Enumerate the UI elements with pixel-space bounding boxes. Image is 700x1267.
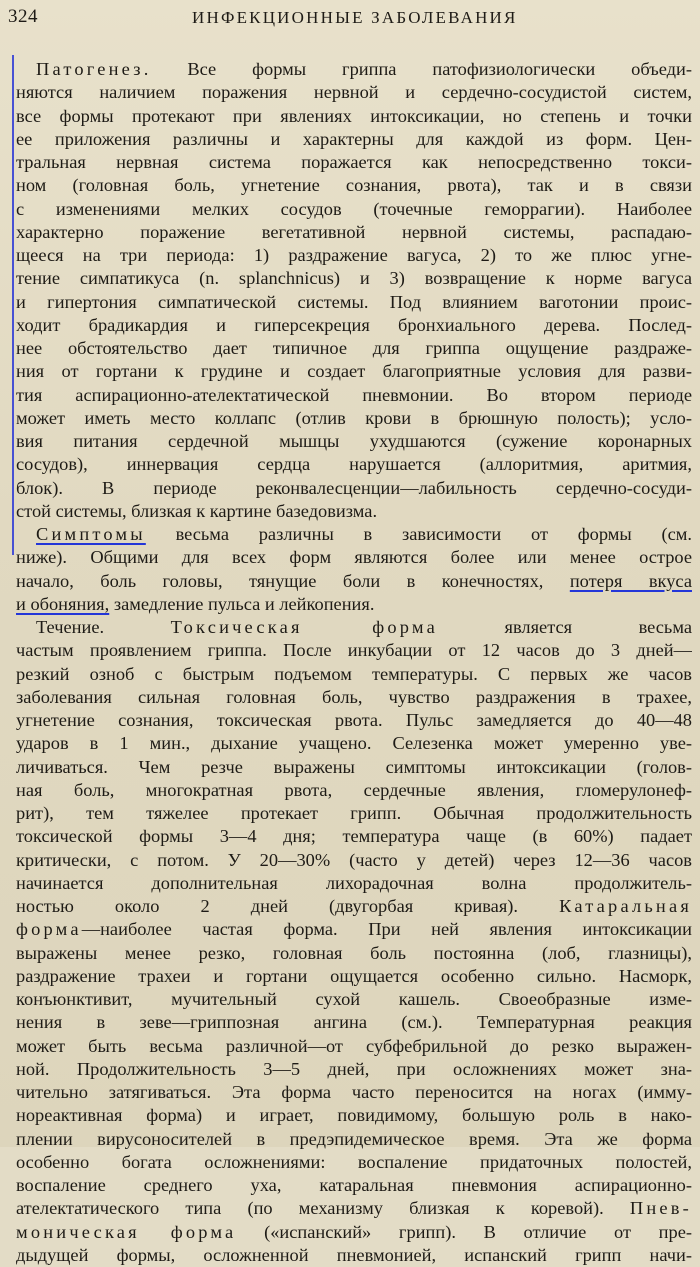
text-segment: личиваться. Чем резче выражены симптомы интоксикации (голов- [16, 756, 692, 777]
text-line [16, 942, 692, 965]
text-line [16, 221, 692, 244]
text-segment: вия питания сердечной мышцы ухудшаются (сужение коронарных [16, 431, 692, 451]
text-segment: и гипертония симпатической системы. Под влиянием ваготонии проис- [16, 291, 692, 312]
emphasized-term: форма [16, 919, 82, 940]
text-segment: тия аспирационно-ателектатической пневмонии. Во втором периоде [16, 384, 692, 405]
text-line [16, 244, 692, 267]
text-segment: может быть весьма различной—от субфебрильной до резко выражен- [16, 1035, 692, 1056]
text-segment: —наиболее частая форма. При ней явления интоксикации [81, 919, 692, 940]
text-line [16, 965, 692, 988]
text-line [16, 849, 692, 872]
emphasized-term: Токсическая форма [170, 617, 439, 637]
underlined-text: потеря вкуса [569, 570, 692, 591]
text-line [16, 500, 692, 523]
text-segment: щееся на три периода: 1) раздражение вагуса, 2) то же плюс угне- [16, 245, 692, 265]
text-segment: тральная нервная система поражается как непосредственно токси- [16, 152, 692, 172]
text-segment: характерно поражение вегетативной нервной системы, распадаю- [16, 221, 692, 242]
text-line [16, 384, 692, 407]
text-segment: ной. Продолжительность 3—5 дней, при осложнениях может зна- [16, 1058, 692, 1079]
text-segment: начало, боль головы, тянущие боли в конечностях, [16, 570, 570, 591]
text-segment: няются наличием поражения нервной и сердечно-сосудистой систем, [16, 82, 692, 103]
text-segment: ударов в 1 мин., дыхание учащено. Селезенка может умеренно уве- [16, 733, 692, 754]
text-segment: ниже). Общими для всех форм являются более или менее острое [16, 547, 692, 568]
text-segment: замедление пульса и лейкопения. [109, 593, 375, 614]
text-line [16, 1035, 692, 1058]
text-line [16, 360, 692, 383]
text-line [16, 1244, 692, 1267]
text-line [16, 1011, 692, 1034]
text-line [16, 337, 692, 360]
text-line [16, 174, 692, 197]
text-segment: весьма различны в зависимости от формы (см. [145, 524, 692, 544]
emphasized-term: Пнев- [629, 1198, 692, 1219]
text-line [16, 453, 692, 476]
text-line [16, 267, 692, 290]
text-segment: угнетение сознания, токсическая рвота. Пульс замедляется до 40—48 [16, 710, 692, 730]
text-line [16, 779, 692, 802]
text-segment: ная боль, многократная рвота, сердечные явления, гломерулонеф- [16, 779, 692, 800]
text-line [16, 477, 692, 500]
text-segment: ния от гортани к грудине и создает благоприятные условия для разви- [16, 361, 692, 382]
margin-annotation-line [12, 55, 14, 555]
text-segment: с изменениями мелких сосудов (точечные геморрагии). Наиболее [16, 198, 692, 219]
text-line [16, 895, 692, 918]
body-text [16, 58, 692, 1267]
text-segment: сосудов), иннервация сердца нарушается (аллоритмия, аритмия, [16, 454, 692, 475]
text-segment: ностью около 2 дней (двугорбая кривая). [16, 896, 560, 916]
text-line [16, 709, 692, 732]
text-line [16, 1081, 692, 1104]
text-segment: чительно затягиваться. Эта форма часто переносится на ногах (имму- [16, 1082, 692, 1102]
text-line [16, 128, 692, 151]
text-line [16, 407, 692, 430]
text-segment: нореактивная форма) и играет, повидимому, большую роль в нако- [16, 1105, 692, 1126]
text-line [16, 105, 692, 128]
text-segment: ном (головная боль, угнетение сознания, рвота), так и в связи [16, 175, 692, 196]
text-line [16, 291, 692, 314]
text-segment: особенно богата осложнениями: воспаление придаточных полостей, [16, 1151, 692, 1172]
text-line [16, 732, 692, 755]
text-line [16, 756, 692, 779]
emphasized-term: Катаральная [559, 896, 692, 916]
text-segment: заболевания сильная головная боль, чувство раздражения в трахее, [16, 686, 692, 707]
text-line [16, 918, 692, 941]
text-segment: частым проявлением гриппа. После инкубации от 12 часов до 3 дней— [16, 640, 692, 661]
running-title: ИНФЕКЦИОННЫЕ ЗАБОЛЕВАНИЯ [192, 8, 518, 27]
text-segment: ателектатического типа (по механизму близкая к коревой). [16, 1198, 630, 1219]
text-line [16, 151, 692, 174]
text-segment: дыдущей формы, осложненной пневмонией, испанский грипп начи- [16, 1244, 692, 1265]
text-segment: является весьма [438, 617, 692, 637]
text-line [16, 825, 692, 848]
text-line [16, 1221, 692, 1244]
text-line [16, 1174, 692, 1197]
text-line [16, 314, 692, 337]
text-segment: («испанский» грипп). В отличие от пре- [236, 1221, 692, 1242]
text-line [16, 1128, 692, 1151]
text-segment: может иметь место коллапс (отлив крови в брюшную полость); усло- [16, 407, 692, 428]
text-segment: стой системы, близкая к картине базедовизма. [16, 500, 378, 521]
text-line [16, 1151, 692, 1174]
text-segment: нее обстоятельство дает типичное для гриппа ощущение раздраже- [16, 338, 692, 358]
text-line [16, 593, 692, 616]
text-line [16, 686, 692, 709]
text-segment: конъюнктивит, мучительный сухой кашель. Своеобразные изме- [16, 989, 692, 1009]
text-segment: ее приложения различны и характерны для каждой из форм. Цен- [16, 128, 692, 149]
text-segment: плении вирусоносителей в предэпидемическое время. Эта же форма [16, 1128, 692, 1149]
text-line [16, 663, 692, 686]
underlined-text: и обоняния, [16, 593, 110, 614]
text-line [16, 639, 692, 662]
text-segment: Течение. [36, 617, 171, 637]
text-line [16, 988, 692, 1011]
text-segment: тение симпатикуса (n. splanchnicus) и 3) возвращение к норме вагуса [16, 268, 692, 289]
text-line [16, 1197, 692, 1220]
text-segment: раздражение трахеи и гортани ощущается особенно сильно. Насморк, [16, 965, 692, 986]
text-line [16, 58, 692, 81]
text-segment: Все формы гриппа патофизиологически объеди- [151, 59, 692, 79]
text-segment: выражены менее резко, головная боль постоянна (лоб, глазницы), [16, 942, 692, 963]
text-line [16, 81, 692, 104]
text-segment: токсической формы 3—4 дня; температура чаще (в 60%) падает [16, 826, 692, 847]
text-segment: резкий озноб с быстрым подъемом температуры. С первых же часов [16, 663, 692, 684]
text-segment: критически, с потом. У 20—30% (часто у детей) через 12—36 часов [16, 849, 692, 870]
text-line [16, 546, 692, 569]
text-segment: нения в зеве—гриппозная ангина (см.). Температурная реакция [16, 1012, 692, 1033]
text-segment: рит), тем тяжелее протекает грипп. Обычная продолжительность [16, 803, 692, 823]
text-segment: ходит брадикардия и гиперсекреция бронхиального дерева. Послед- [16, 314, 692, 335]
page-header [8, 6, 686, 32]
page-number: 324 [8, 6, 38, 27]
text-line [16, 802, 692, 825]
text-line [16, 570, 692, 593]
text-line [16, 1058, 692, 1081]
emphasized-term: моническая форма [16, 1221, 237, 1242]
text-line [16, 872, 692, 895]
emphasized-term: Симптомы [36, 524, 146, 544]
text-line [16, 523, 692, 546]
emphasized-term: Патогенез. [36, 59, 152, 79]
text-line [16, 1104, 692, 1127]
text-segment: воспаление среднего уха, катаральная пневмония аспирационно- [16, 1175, 692, 1195]
text-segment: все формы протекают при явлениях интоксикации, но степень и точки [16, 105, 692, 126]
text-line [16, 430, 692, 453]
text-line [16, 616, 692, 639]
text-segment: блок). В периоде реконвалесценции—лабильность сердечно-сосуди- [16, 477, 692, 498]
text-segment: начинается дополнительная лихорадочная волна продолжитель- [16, 872, 692, 893]
text-line [16, 198, 692, 221]
